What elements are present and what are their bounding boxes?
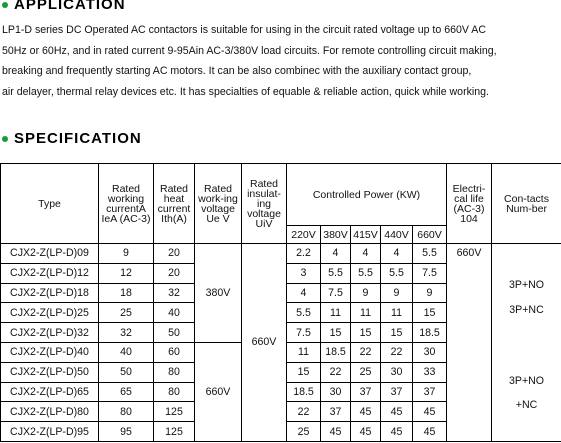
cell-p660: 45: [413, 402, 447, 422]
cell-p415: 11: [351, 303, 381, 323]
cell-ith: 20: [154, 263, 195, 283]
cell-p415: 45: [351, 422, 381, 442]
cell-p380: 5.5: [321, 263, 351, 283]
cell-p380: 37: [321, 402, 351, 422]
cell-type: CJX2-Z(LP-D)25: [1, 303, 99, 323]
application-heading: [0, 0, 126, 13]
application-paragraph: [2, 20, 560, 102]
cell-p660: 37: [413, 382, 447, 402]
cell-p660: 7.5: [413, 263, 447, 283]
header-voltage: 415V: [351, 226, 381, 244]
cell-p380: 15: [321, 323, 351, 343]
cell-ie: 12: [99, 263, 154, 283]
cell-ith: 80: [154, 362, 195, 382]
cell-p220: 3: [287, 263, 321, 283]
header-rated-heat-current: Rated heat current Ith(A): [154, 164, 195, 244]
cell-ie: 80: [99, 402, 154, 422]
cell-p660: 5.5: [413, 244, 447, 264]
cell-p440: 37: [381, 382, 413, 402]
cell-ith: 125: [154, 402, 195, 422]
application-line: breaking and frequently starting AC motors. It can be also combinec with the auxiliary contact group,: [2, 65, 472, 77]
cell-ith: 20: [154, 244, 195, 264]
cell-type: CJX2-Z(LP-D)65: [1, 382, 99, 402]
cell-p440: 11: [381, 303, 413, 323]
cell-type: CJX2-Z(LP-D)12: [1, 263, 99, 283]
header-voltage: 380V: [321, 226, 351, 244]
cell-p220: 5.5: [287, 303, 321, 323]
cell-p220: 11: [287, 342, 321, 362]
cell-ie: 50: [99, 362, 154, 382]
bullet-icon: [2, 2, 8, 8]
contacts-b1: 3P+NO: [508, 375, 545, 387]
cell-p440: 15: [381, 323, 413, 343]
cell-p440: 22: [381, 342, 413, 362]
cell-p415: 9: [351, 283, 381, 303]
cell-ith: 40: [154, 303, 195, 323]
cell-electrical-life: 660V: [447, 244, 492, 442]
cell-ie: 25: [99, 303, 154, 323]
cell-p220: 7.5: [287, 323, 321, 343]
specification-heading: [0, 130, 142, 147]
cell-p380: 45: [321, 422, 351, 442]
header-rated-insulating-voltage: Rated insulat-ing voltage UiV: [242, 164, 287, 244]
application-line: 50Hz or 60Hz, and in rated current 9-95Ain AC-3/380V load circuits. For remote controlling circuit making,: [2, 44, 497, 57]
cell-p220: 25: [287, 422, 321, 442]
cell-p440: 9: [381, 283, 413, 303]
header-type: Type: [1, 164, 99, 244]
cell-p380: 4: [321, 244, 351, 264]
table-row: [1, 244, 561, 264]
bullet-icon: [2, 136, 8, 142]
contacts-a2: 3P+NC: [509, 304, 544, 316]
header-voltage: 660V: [413, 226, 447, 244]
cell-p440: 4: [381, 244, 413, 264]
application-line: LP1-D series DC Operated AC contactors is suitable for using in the circuit rated voltage up to 660V AC: [2, 24, 487, 36]
cell-p415: 4: [351, 244, 381, 264]
cell-p380: 7.5: [321, 283, 351, 303]
cell-type: CJX2-Z(LP-D)95: [1, 422, 99, 442]
cell-type: CJX2-Z(LP-D)09: [1, 244, 99, 264]
cell-type: CJX2-Z(LP-D)50: [1, 362, 99, 382]
cell-ith: 125: [154, 422, 195, 442]
cell-contacts-number: [492, 244, 561, 442]
header-voltage: 440V: [381, 226, 413, 244]
header-electrical-life: Electri-cal life (AC-3) 104: [447, 164, 492, 244]
header-rated-working-voltage: Rated work-ing voltage Ue V: [195, 164, 242, 244]
specification-title: SPECIFICATION: [14, 130, 142, 147]
header-contacts-number: Con-tacts Num-ber: [492, 164, 561, 244]
cell-p220: 15: [287, 362, 321, 382]
cell-p380: 11: [321, 303, 351, 323]
contacts-a1: 3P+NO: [508, 279, 545, 291]
cell-insulating-voltage: 660V: [242, 244, 287, 442]
cell-p415: 45: [351, 402, 381, 422]
cell-p380: 22: [321, 362, 351, 382]
header-rated-working-current: Rated working currentA IeA (AC-3): [99, 164, 154, 244]
cell-type: CJX2-Z(LP-D)40: [1, 342, 99, 362]
cell-p440: 5.5: [381, 263, 413, 283]
cell-ith: 60: [154, 342, 195, 362]
cell-type: CJX2-Z(LP-D)32: [1, 323, 99, 343]
specification-table: [0, 163, 561, 442]
cell-type: CJX2-Z(LP-D)18: [1, 283, 99, 303]
cell-ie: 40: [99, 342, 154, 362]
cell-working-voltage-b: 660V: [195, 342, 242, 441]
cell-p440: 45: [381, 402, 413, 422]
header-controlled-power: Controlled Power (KW): [287, 164, 447, 226]
header-voltage: 220V: [287, 226, 321, 244]
application-line: air delayer, thermal relay devices etc. It has specialties of equable & reliable action, quick while working.: [2, 85, 489, 98]
cell-type: CJX2-Z(LP-D)80: [1, 402, 99, 422]
header-row: [1, 164, 561, 226]
cell-p660: 30: [413, 342, 447, 362]
cell-ith: 32: [154, 283, 195, 303]
cell-ie: 95: [99, 422, 154, 442]
cell-p660: 45: [413, 422, 447, 442]
cell-p660: 9: [413, 283, 447, 303]
cell-p660: 15: [413, 303, 447, 323]
cell-p440: 45: [381, 422, 413, 442]
cell-ith: 80: [154, 382, 195, 402]
cell-p220: 18.5: [287, 382, 321, 402]
cell-ith: 50: [154, 323, 195, 343]
cell-p415: 5.5: [351, 263, 381, 283]
application-title: APPLICATION: [14, 0, 126, 13]
cell-ie: 18: [99, 283, 154, 303]
cell-p220: 2.2: [287, 244, 321, 264]
cell-ie: 65: [99, 382, 154, 402]
cell-p440: 30: [381, 362, 413, 382]
cell-working-voltage-a: 380V: [195, 244, 242, 343]
cell-ie: 9: [99, 244, 154, 264]
cell-ie: 32: [99, 323, 154, 343]
cell-p660: 33: [413, 362, 447, 382]
cell-p380: 30: [321, 382, 351, 402]
cell-p220: 22: [287, 402, 321, 422]
cell-p415: 15: [351, 323, 381, 343]
cell-p415: 25: [351, 362, 381, 382]
cell-p415: 37: [351, 382, 381, 402]
cell-p660: 18.5: [413, 323, 447, 343]
contacts-b2: +NC: [515, 399, 538, 411]
cell-p380: 18.5: [321, 342, 351, 362]
cell-p415: 22: [351, 342, 381, 362]
cell-p220: 4: [287, 283, 321, 303]
